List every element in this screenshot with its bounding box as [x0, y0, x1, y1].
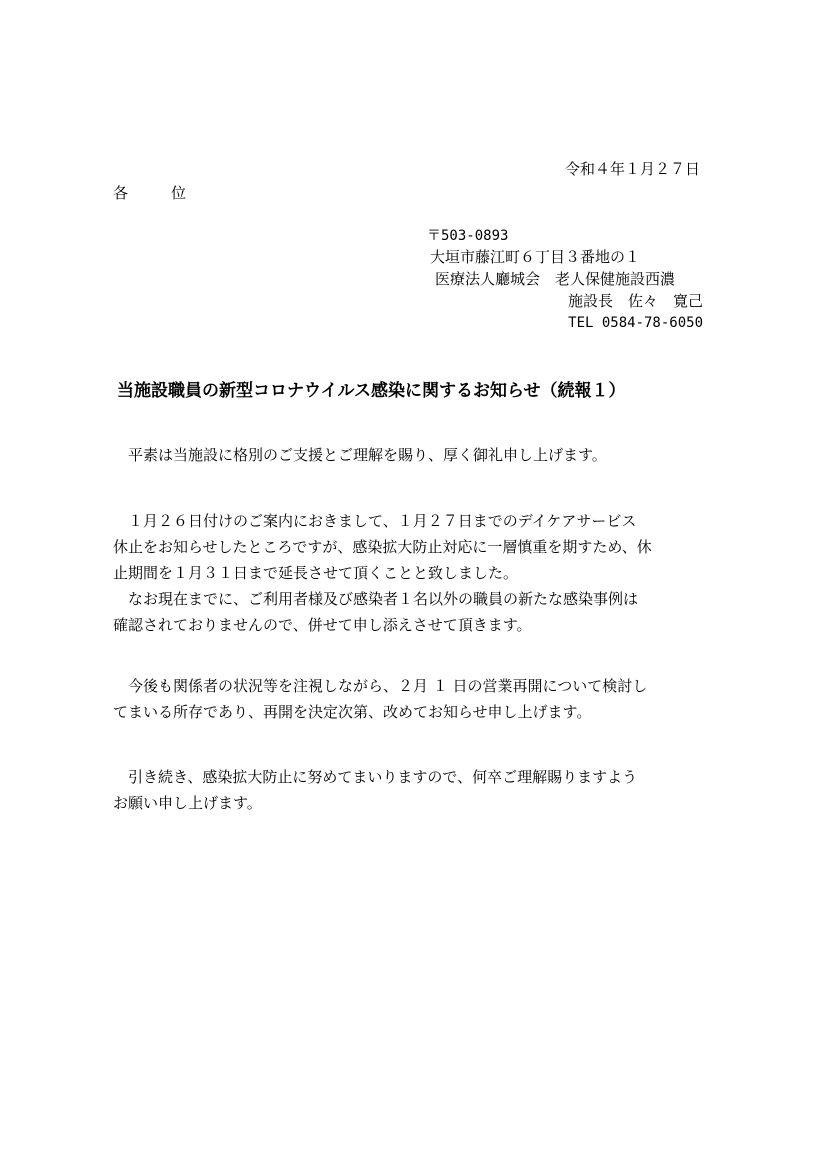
paragraph-line: お願い申し上げます。	[113, 794, 262, 812]
postal-code	[427, 224, 703, 246]
paragraph-line: 確認されておりませんので、併せて申し添えさせて頂きます。	[113, 616, 532, 634]
paragraph-line: １月２６日付けのご案内におきまして、１月２７日までのデイケアサービス	[113, 512, 637, 530]
sender-address: 大垣市藤江町６丁目３番地の１	[430, 248, 641, 266]
sender-organization: 医療法人廳城会 老人保健施設西濃	[435, 270, 676, 288]
sender-block	[427, 224, 703, 334]
paragraph-notice	[113, 508, 703, 638]
sender-director: 施設長 佐々 寛己	[567, 292, 703, 310]
paragraph-line: 休止をお知らせしたところですが、感染拡大防止対応に一層慎重を期すため、休	[113, 538, 652, 556]
paragraph-line: 止期間を１月３１日まで延長させて頂くことと致しました。	[113, 564, 519, 582]
addressee: 各 位	[113, 184, 201, 202]
paragraph-outlook	[113, 673, 703, 725]
paragraph-line: てまいる所存であり、再開を決定次第、改めてお知らせ申し上げます。	[113, 703, 592, 721]
paragraph-greeting	[113, 442, 703, 468]
document-date: 令和４年１月２７日	[564, 160, 700, 178]
paragraph-line: なお現在までに、ご利用者様及び感染者１名以外の職員の新たな感染事例は	[113, 590, 639, 608]
document-title: 当施設職員の新型コロナウイルス感染に関するお知らせ（続報１）	[117, 381, 626, 401]
paragraph-line: 引き続き、感染拡大防止に努めてまいりますので、何卒ご理解賜りますよう	[113, 768, 638, 786]
paragraph-closing	[113, 764, 703, 816]
sender-tel: TEL 0584-78-6050	[568, 315, 703, 331]
paragraph-line: 今後も関係者の状況等を注視しながら、２月 １ 日の営業再開について検討し	[113, 677, 648, 695]
paragraph-line: 平素は当施設に格別のご支援とご理解を賜り、厚く御礼申し上げます。	[113, 446, 607, 464]
postal-code-text: 〒503-0893	[427, 228, 509, 244]
